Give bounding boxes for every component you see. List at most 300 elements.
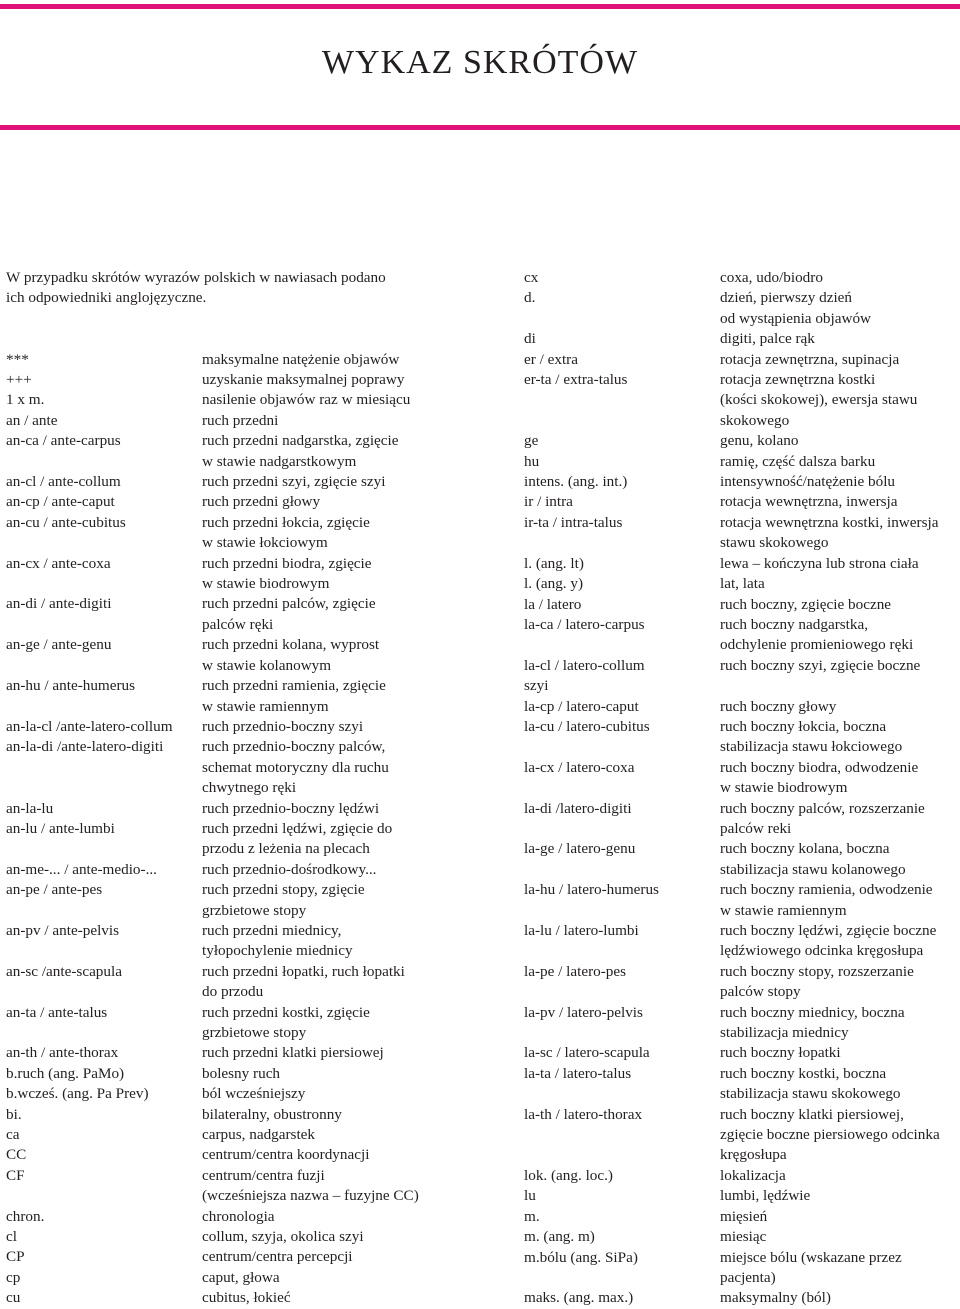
definition-line: ruch boczny łopatki (720, 1044, 841, 1062)
abbreviation-entry (524, 1166, 958, 1186)
definition-line: centrum/centra percepcji (202, 1248, 353, 1266)
abbreviation-entry (6, 860, 476, 880)
abbreviation-entry (6, 921, 476, 962)
top-decorative-rule (0, 4, 960, 9)
abbreviation-entry (6, 1288, 476, 1308)
abbreviation-entry (6, 370, 476, 390)
abbreviation-term: l. (ang. y) (524, 575, 584, 593)
abbreviation-entry (524, 595, 958, 615)
abbreviation-definition (202, 880, 476, 921)
definition-line: ruch boczny kostki, boczna (720, 1064, 887, 1082)
abbreviation-definition (202, 1207, 476, 1227)
abbreviation-term: d. (524, 289, 536, 307)
abbreviation-definition (720, 554, 958, 574)
abbreviation-term: la-cp / latero-caput (524, 697, 639, 715)
definition-line: pacjenta) (720, 1268, 776, 1286)
abbreviation-definition (720, 717, 958, 758)
definition-line: ruch przedni głowy (202, 493, 321, 511)
abbreviation-definition (720, 1288, 958, 1308)
abbreviation-definition (720, 880, 958, 921)
intro-paragraph (6, 268, 476, 309)
definition-line: w stawie nadgarstkowym (202, 452, 357, 470)
abbreviation-entry (6, 737, 476, 798)
abbreviation-definition (720, 268, 958, 288)
definition-line: mięsień (720, 1207, 768, 1225)
abbreviation-term: la-cl / latero-collum (524, 656, 645, 674)
abbreviation-definition (202, 1166, 476, 1207)
abbreviation-term: an-ca / ante-carpus (6, 432, 121, 450)
abbreviation-definition (720, 329, 958, 349)
abbreviation-term: CP (6, 1248, 25, 1266)
abbreviation-definition (202, 1043, 476, 1063)
abbreviation-definition (720, 697, 958, 717)
definition-line: (wcześniejsza nazwa – fuzyjne CC) (202, 1187, 419, 1205)
abbreviation-entry (6, 1043, 476, 1063)
abbreviation-term: an-me-... / ante-medio-... (6, 860, 157, 878)
definition-line: w stawie biodrowym (720, 779, 848, 797)
abbreviation-entry (524, 615, 958, 656)
definition-line: odchylenie promieniowego ręki (720, 636, 914, 654)
abbreviation-definition (720, 492, 958, 512)
definition-line: ruch przedni biodra, zgięcie (202, 554, 372, 572)
abbreviation-term: +++ (6, 371, 32, 389)
abbreviation-entry (6, 1247, 476, 1267)
definition-line: bilateralny, obustronny (202, 1105, 342, 1123)
definition-line: ból wcześniejszy (202, 1085, 306, 1103)
definition-line: ruch boczny stopy, rozszerzanie (720, 962, 914, 980)
definition-line: bolesny ruch (202, 1064, 281, 1082)
definition-line: centrum/centra koordynacji (202, 1146, 370, 1164)
abbreviation-term: la-cu / latero-cubitus (524, 717, 650, 735)
definition-line: ruch boczny palców, rozszerzanie (720, 799, 925, 817)
definition-line: lokalizacja (720, 1166, 786, 1184)
definition-line: miejsce bólu (wskazane przez (720, 1248, 902, 1266)
abbreviation-entry (524, 268, 958, 288)
abbreviation-entry (6, 1064, 476, 1084)
abbreviation-term: chron. (6, 1207, 45, 1225)
definition-line: rotacja zewnętrzna kostki (720, 371, 876, 389)
abbreviation-term: la-hu / latero-humerus (524, 881, 659, 899)
abbreviation-definition (202, 1288, 476, 1308)
definition-line: stabilizacja stawu kolanowego (720, 860, 906, 878)
abbreviation-definition (202, 717, 476, 737)
definition-line: ruch przedni nadgarstka, zgięcie (202, 432, 399, 450)
definition-line: ruch boczny ramienia, odwodzenie (720, 881, 933, 899)
abbreviation-definition (720, 574, 958, 594)
abbreviation-term: cu (6, 1289, 21, 1307)
definition-line: collum, szyja, okolica szyi (202, 1228, 364, 1246)
abbreviation-definition (202, 1247, 476, 1267)
abbreviation-term: an-cu / ante-cubitus (6, 513, 126, 531)
abbreviation-definition (720, 472, 958, 492)
abbreviation-term: la-sc / latero-scapula (524, 1044, 650, 1062)
abbreviation-term: lu (524, 1187, 536, 1205)
abbreviation-entry (524, 431, 958, 451)
definition-line: schemat motoryczny dla ruchu (202, 758, 389, 776)
abbreviation-definition (720, 431, 958, 451)
abbreviation-entry (524, 513, 958, 554)
definition-line: ruch przednio-dośrodkowy... (202, 860, 377, 878)
abbreviation-term: an-ta / ante-talus (6, 1003, 108, 1021)
abbreviation-definition (202, 390, 476, 410)
abbreviation-definition (202, 492, 476, 512)
definition-line: caput, głowa (202, 1268, 280, 1286)
abbreviation-term: an-hu / ante-humerus (6, 677, 136, 695)
abbreviation-definition (720, 1248, 958, 1289)
definition-line: dzień, pierwszy dzień (720, 289, 852, 307)
abbreviation-entry (524, 758, 958, 799)
definition-line: ruch przedni ramienia, zgięcie (202, 677, 386, 695)
abbreviation-entry (524, 472, 958, 492)
definition-line: rotacja wewnętrzna kostki, inwersja (720, 513, 939, 531)
abbreviation-entry (524, 717, 958, 758)
definition-line: ruch boczny łokcia, boczna (720, 717, 887, 735)
abbreviation-definition (720, 595, 958, 615)
abbreviation-entry (524, 1207, 958, 1227)
definition-line: ruch przedni szyi, zgięcie szyi (202, 473, 386, 491)
abbreviation-term: an-th / ante-thorax (6, 1044, 119, 1062)
abbreviation-entry (524, 554, 958, 574)
definition-line: ruch boczny, zgięcie boczne (720, 595, 892, 613)
abbreviation-definition (202, 921, 476, 962)
abbreviation-definition (720, 1227, 958, 1247)
abbreviation-entry (6, 350, 476, 370)
abbreviation-entry (6, 1145, 476, 1165)
abbreviation-term: cp (6, 1268, 21, 1286)
abbreviation-term: an-cx / ante-coxa (6, 554, 111, 572)
abbreviation-term: la-ta / latero-talus (524, 1064, 632, 1082)
abbreviation-entry (6, 1268, 476, 1288)
abbreviation-definition (720, 1043, 958, 1063)
abbreviation-entry (6, 390, 476, 410)
abbreviation-term: an-pv / ante-pelvis (6, 921, 120, 939)
abbreviation-entry (6, 1125, 476, 1145)
abbreviation-definition (720, 676, 958, 696)
abbreviation-term: lok. (ang. loc.) (524, 1166, 613, 1184)
abbreviation-definition (202, 1105, 476, 1125)
abbreviation-definition (720, 921, 958, 962)
abbreviation-definition (720, 1003, 958, 1044)
abbreviation-term: CF (6, 1166, 25, 1184)
definition-line: maksymalne natężenie objawów (202, 350, 400, 368)
abbreviation-term: ir-ta / intra-talus (524, 513, 623, 531)
abbreviation-term: an-pe / ante-pes (6, 881, 103, 899)
abbreviation-definition (720, 1186, 958, 1206)
definition-line: digiti, palce rąk (720, 330, 815, 348)
abbreviation-definition (202, 1145, 476, 1165)
intro-line: W przypadku skrótów wyrazów polskich w nawiasach podano (6, 269, 386, 286)
definition-line: od wystąpienia objawów (720, 309, 871, 327)
page-title: WYKAZ SKRÓTÓW (321, 44, 639, 81)
abbreviation-term: an-cp / ante-caput (6, 493, 115, 511)
definition-line: ruch przedni łopatki, ruch łopatki (202, 962, 405, 980)
abbreviation-definition (720, 1207, 958, 1227)
definition-line: (kości skokowej), ewersja stawu (720, 391, 918, 409)
abbreviation-entry (524, 452, 958, 472)
definition-line: intensywność/natężenie bólu (720, 473, 896, 491)
abbreviation-definition (202, 1064, 476, 1084)
abbreviation-definition (202, 819, 476, 860)
abbreviation-definition (202, 799, 476, 819)
abbreviation-definition (202, 411, 476, 431)
definition-line: coxa, udo/biodro (720, 269, 823, 286)
abbreviation-definition (202, 1125, 476, 1145)
definition-line: ruch boczny lędźwi, zgięcie boczne (720, 922, 937, 939)
abbreviation-term: la-th / latero-thorax (524, 1105, 643, 1123)
abbreviation-term: b.wcześ. (ang. Pa Prev) (6, 1085, 149, 1103)
definition-line: lewa – kończyna lub strona ciała (720, 554, 919, 572)
definition-line: w stawie ramiennym (202, 697, 329, 715)
definition-line: ruch boczny szyi, zgięcie boczne (720, 656, 921, 674)
definition-line: ruch przedni miednicy, (202, 921, 342, 939)
definition-line: palców reki (720, 819, 792, 837)
definition-line: maksymalny (ból) (720, 1289, 831, 1307)
definition-line: stawu skokowego (720, 534, 829, 552)
definition-line: ruch przedni palców, zgięcie (202, 595, 376, 613)
abbreviation-entry (6, 1084, 476, 1104)
abbreviation-definition (202, 554, 476, 595)
abbreviation-entry (6, 635, 476, 676)
definition-line: ruch przednio-boczny lędźwi (202, 799, 380, 817)
abbreviation-term: an-di / ante-digiti (6, 595, 112, 613)
abbreviation-definition (720, 799, 958, 840)
definition-line: rotacja wewnętrzna, inwersja (720, 493, 898, 511)
definition-line: centrum/centra fuzji (202, 1166, 325, 1184)
definition-line: w stawie łokciowym (202, 534, 328, 552)
abbreviation-definition (720, 452, 958, 472)
abbreviation-term: 1 x m. (6, 391, 45, 409)
definition-line (720, 676, 958, 696)
definition-line: palców stopy (720, 983, 801, 1001)
abbreviation-term: la / latero (524, 595, 582, 613)
abbreviation-entry (524, 1248, 958, 1289)
abbreviation-entry (524, 697, 958, 717)
abbreviation-definition (720, 1064, 958, 1105)
definition-line: ruch boczny nadgarstka, (720, 615, 869, 633)
abbreviation-entry (524, 1003, 958, 1044)
abbreviation-term: cx (524, 269, 539, 286)
abbreviation-term: bi. (6, 1105, 22, 1123)
definition-line: ruch przedni kostki, zgięcie (202, 1003, 370, 1021)
abbreviation-entry (524, 329, 958, 349)
abbreviation-entry (6, 1227, 476, 1247)
abbreviation-definition (202, 635, 476, 676)
abbreviation-term: an / ante (6, 411, 58, 429)
right-column (524, 268, 958, 1309)
abbreviation-term: an-lu / ante-lumbi (6, 819, 115, 837)
definition-line: ruch boczny miednicy, boczna (720, 1003, 905, 1021)
abbreviation-entry (524, 962, 958, 1003)
definition-line: chwytnego ręki (202, 779, 297, 797)
abbreviation-definition (720, 962, 958, 1003)
abbreviation-term: ca (6, 1126, 20, 1144)
definition-line: uzyskanie maksymalnej poprawy (202, 371, 405, 389)
abbreviation-definition (202, 513, 476, 554)
definition-line: palców ręki (202, 615, 274, 633)
definition-line: ramię, część dalsza barku (720, 452, 876, 470)
abbreviation-entry (6, 431, 476, 472)
definition-line: ruch przednio-boczny szyi (202, 717, 364, 735)
abbreviation-term: la-di /latero-digiti (524, 799, 632, 817)
abbreviation-entry (524, 880, 958, 921)
definition-line: genu, kolano (720, 432, 799, 450)
definition-line: przodu z leżenia na plecach (202, 840, 370, 858)
abbreviation-entry (524, 656, 958, 676)
definition-line: nasilenie objawów raz w miesiącu (202, 391, 411, 409)
abbreviation-entry (524, 574, 958, 594)
definition-line: chronologia (202, 1207, 275, 1225)
abbreviation-entry (524, 492, 958, 512)
abbreviation-definition (720, 839, 958, 880)
abbreviation-entry (6, 1166, 476, 1207)
abbreviation-definition (720, 370, 958, 431)
abbreviation-entry (6, 676, 476, 717)
definition-line: do przodu (202, 983, 264, 1001)
definition-line: stabilizacja miednicy (720, 1024, 849, 1042)
abbreviation-term: m. (524, 1207, 540, 1225)
abbreviation-entry (6, 472, 476, 492)
abbreviation-definition (720, 350, 958, 370)
abbreviation-term: an-la-di /ante-latero-digiti (6, 738, 164, 756)
definition-line: stabilizacja stawu łokciowego (720, 738, 903, 756)
definition-line: ruch przedni łokcia, zgięcie (202, 513, 370, 531)
definition-line: w stawie ramiennym (720, 901, 847, 919)
abbreviation-term: la-pv / latero-pelvis (524, 1003, 643, 1021)
definition-line: ruch przedni kolana, wyprost (202, 636, 380, 654)
abbreviation-term: la-ca / latero-carpus (524, 615, 645, 633)
abbreviation-entry (524, 1043, 958, 1063)
abbreviation-entry (524, 839, 958, 880)
abbreviation-term: an-sc /ante-scapula (6, 962, 122, 980)
abbreviation-entry (6, 1207, 476, 1227)
abbreviation-entry (6, 513, 476, 554)
abbreviation-entry (6, 492, 476, 512)
left-abbreviation-list (6, 350, 476, 1309)
abbreviation-term: szyi (524, 677, 549, 695)
intro-line: ich odpowiedniki anglojęzyczne. (6, 289, 207, 307)
abbreviation-entry (6, 1105, 476, 1125)
abbreviation-term: cl (6, 1228, 17, 1246)
definition-line: lat, lata (720, 575, 765, 593)
abbreviation-definition (202, 370, 476, 390)
abbreviation-term: er / extra (524, 350, 578, 368)
abbreviation-term: la-cx / latero-coxa (524, 758, 635, 776)
left-column (6, 268, 476, 1309)
definition-line: ruch przedni (202, 411, 279, 429)
abbreviation-definition (202, 350, 476, 370)
abbreviation-entry (6, 594, 476, 635)
definition-line: rotacja zewnętrzna, supinacja (720, 350, 900, 368)
abbreviation-definition (202, 962, 476, 1003)
definition-line: w stawie kolanowym (202, 656, 332, 674)
definition-line: ruch przedni lędźwi, zgięcie do (202, 819, 393, 837)
abbreviation-entry (524, 1227, 958, 1247)
abbreviation-term: b.ruch (ang. PaMo) (6, 1064, 125, 1082)
abbreviation-term: an-cl / ante-collum (6, 473, 121, 491)
abbreviation-definition (202, 676, 476, 717)
abbreviation-definition (202, 594, 476, 635)
abbreviation-term: m.bólu (ang. SiPa) (524, 1248, 638, 1266)
abbreviation-entry (524, 676, 958, 696)
abbreviation-term: an-ge / ante-genu (6, 636, 112, 654)
definition-line: kręgosłupa (720, 1146, 787, 1164)
abbreviation-entry (6, 819, 476, 860)
definition-line: lędźwiowego odcinka kręgosłupa (720, 942, 924, 960)
abbreviation-term: an-la-lu (6, 799, 54, 817)
definition-line: ruch boczny biodra, odwodzenie (720, 758, 919, 776)
abbreviation-definition (202, 1003, 476, 1044)
abbreviation-entry (524, 1105, 958, 1166)
definition-line: ruch boczny klatki piersiowej, (720, 1105, 904, 1123)
abbreviation-entry (6, 411, 476, 431)
abbreviation-definition (202, 1268, 476, 1288)
definition-line: ruch boczny kolana, boczna (720, 840, 890, 858)
abbreviation-definition (720, 615, 958, 656)
abbreviation-entry (524, 1186, 958, 1206)
abbreviation-definition (202, 737, 476, 798)
abbreviation-definition (720, 288, 958, 329)
abbreviation-definition (720, 513, 958, 554)
abbreviation-entry (524, 799, 958, 840)
definition-line: cubitus, łokieć (202, 1289, 291, 1307)
abbreviation-entry (524, 370, 958, 431)
abbreviation-term: CC (6, 1146, 27, 1164)
abbreviation-definition (202, 1084, 476, 1104)
abbreviation-entry (6, 799, 476, 819)
abbreviation-definition (720, 656, 958, 676)
definition-line: miesiąc (720, 1228, 767, 1246)
abbreviation-definition (720, 1166, 958, 1186)
definition-line: ruch przedni stopy, zgięcie (202, 881, 365, 899)
definition-line: stabilizacja stawu skokowego (720, 1085, 901, 1103)
abbreviation-entry (524, 288, 958, 329)
abbreviation-term: l. (ang. lt) (524, 554, 584, 572)
definition-line: grzbietowe stopy (202, 901, 307, 919)
abbreviation-term: ir / intra (524, 493, 573, 511)
abbreviation-entry (524, 921, 958, 962)
right-abbreviation-list (524, 268, 958, 1309)
abbreviation-term: ge (524, 432, 539, 450)
abbreviation-term: la-pe / latero-pes (524, 962, 627, 980)
abbreviation-entry (524, 350, 958, 370)
definition-line: zgięcie boczne piersiowego odcinka (720, 1126, 940, 1144)
abbreviation-entry (524, 1288, 958, 1308)
abbreviation-term: maks. (ang. max.) (524, 1289, 634, 1307)
abbreviation-definition (202, 1227, 476, 1247)
abbreviation-term: *** (6, 350, 29, 368)
definition-line: w stawie biodrowym (202, 575, 330, 593)
abbreviation-definition (202, 860, 476, 880)
abbreviation-term: la-ge / latero-genu (524, 840, 636, 858)
spacer (6, 309, 476, 350)
abbreviation-term: er-ta / extra-talus (524, 371, 628, 389)
abbreviation-definition (202, 472, 476, 492)
abbreviation-term: hu (524, 452, 540, 470)
abbreviation-term: an-la-cl /ante-latero-collum (6, 717, 173, 735)
abbreviation-entry (6, 717, 476, 737)
definition-line: ruch przedni klatki piersiowej (202, 1044, 384, 1062)
abbreviation-term: di (524, 330, 536, 348)
definition-line: tyłopochylenie miednicy (202, 942, 353, 960)
abbreviation-definition (720, 1105, 958, 1166)
abbreviation-term: intens. (ang. int.) (524, 473, 628, 491)
definition-line: ruch boczny głowy (720, 697, 837, 715)
abbreviation-term: la-lu / latero-lumbi (524, 922, 639, 939)
abbreviation-entry (6, 962, 476, 1003)
definition-line: carpus, nadgarstek (202, 1126, 316, 1144)
definition-line: lumbi, lędźwie (720, 1187, 811, 1205)
definition-line: skokowego (720, 411, 790, 429)
